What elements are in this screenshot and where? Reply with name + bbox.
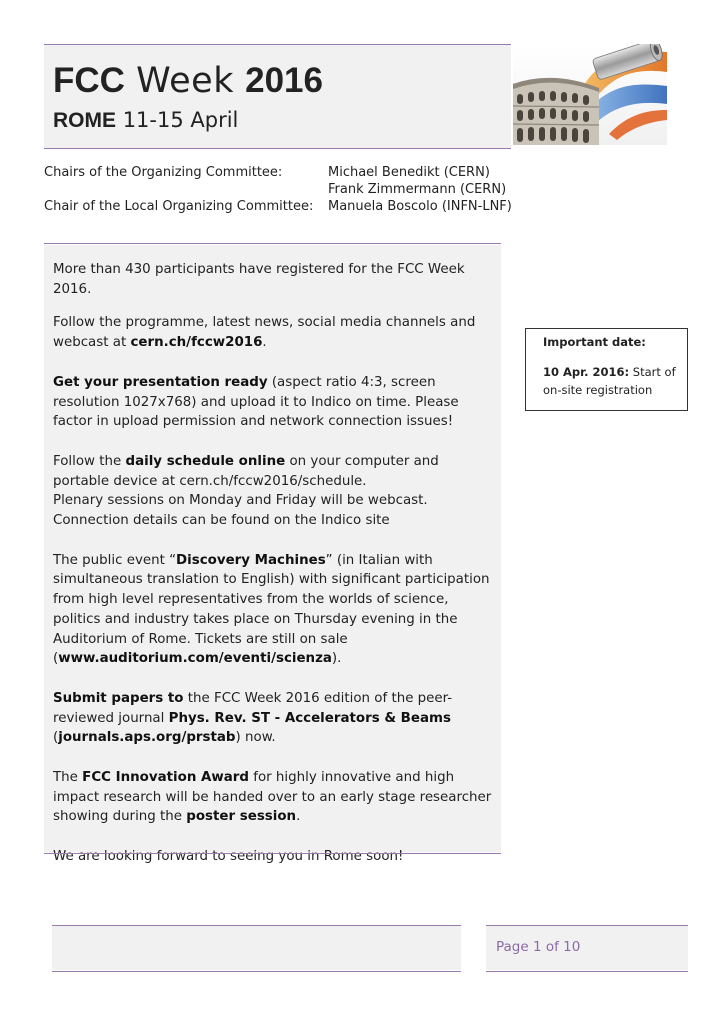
title-year: 2016	[245, 61, 323, 100]
local-chair-name: Manuela Boscolo (INFN-LNF)	[328, 199, 512, 214]
footer-right-panel	[486, 926, 688, 970]
papers-paragraph: Submit papers to the FCC Week 2016 edition of the peer-reviewed journal Phys. Rev. ST - Accelerators & Beams (journals.aps.org/prstab) now.	[53, 690, 453, 746]
auditorium-link[interactable]: www.auditorium.com/eventi/scienza	[58, 651, 332, 667]
presentation-paragraph: Get your presentation ready (aspect ratio 4:3, screen resolution 1027x768) and upload it to Indico on time. Please factor in upload permission and network connection issues!	[53, 374, 459, 430]
main-top-rule	[44, 243, 501, 244]
local-chair-label: Chair of the Local Organizing Committee:	[44, 199, 314, 214]
footer-left-panel	[52, 926, 461, 970]
organizing-chair-2: Frank Zimmermann (CERN)	[328, 182, 507, 197]
colosseum-shape	[513, 78, 599, 145]
organizing-chairs-label: Chairs of the Organizing Committee:	[44, 165, 283, 180]
hero-image	[513, 44, 667, 145]
header-bottom-rule	[44, 148, 511, 149]
subtitle-dates: 11-15 April	[122, 108, 239, 132]
header-panel	[44, 45, 511, 148]
organizing-chair-1: Michael Benedikt (CERN)	[328, 165, 490, 180]
main-panel	[44, 245, 501, 865]
award-paragraph: The FCC Innovation Award for highly innovative and high impact research will be handed over to an early stage researcher showing during the poster session.	[53, 770, 492, 825]
main-text	[53, 260, 493, 867]
public-event-paragraph: The public event “Discovery Machines” (in Italian with simultaneous translation to English) with significant participation from high level representatives from the worlds of science, politics and industry takes place on Thursday evening in the Auditorium of Rome. Tickets are still on sale (www.auditorium.com/eventi/scienza).	[53, 552, 490, 667]
important-date-heading: Important date:	[543, 335, 646, 349]
subtitle-city: ROME	[53, 109, 116, 132]
journal-link[interactable]: journals.aps.org/prstab	[58, 730, 236, 746]
footer-right-bottom-rule	[486, 971, 688, 972]
schedule-paragraph: Follow the daily schedule online on your computer and portable device at cern.ch/fccw2016/schedule. Plenary sessions on Monday and Friday will be webcast. Connection details can be found on the Indico site	[53, 453, 439, 529]
title-fcc: FCC	[53, 61, 125, 100]
page-subtitle	[53, 107, 238, 134]
important-date-box	[525, 328, 688, 411]
page-number: Page 1 of 10	[496, 939, 581, 955]
main-bottom-rule	[44, 853, 501, 854]
footer-left-bottom-rule	[52, 971, 461, 972]
important-date-text: 10 Apr. 2016: Start of on-site registration	[543, 365, 676, 397]
closing-paragraph: We are looking forward to seeing you in Rome soon!	[53, 849, 404, 865]
page-title	[53, 61, 323, 101]
follow-paragraph: Follow the programme, latest news, social media channels and webcast at cern.ch/fccw2016.	[53, 315, 476, 351]
participants-paragraph: More than 430 participants have registered for the FCC Week 2016.	[53, 262, 465, 297]
title-week: Week	[136, 61, 234, 101]
website-link[interactable]: cern.ch/fccw2016	[130, 335, 263, 351]
